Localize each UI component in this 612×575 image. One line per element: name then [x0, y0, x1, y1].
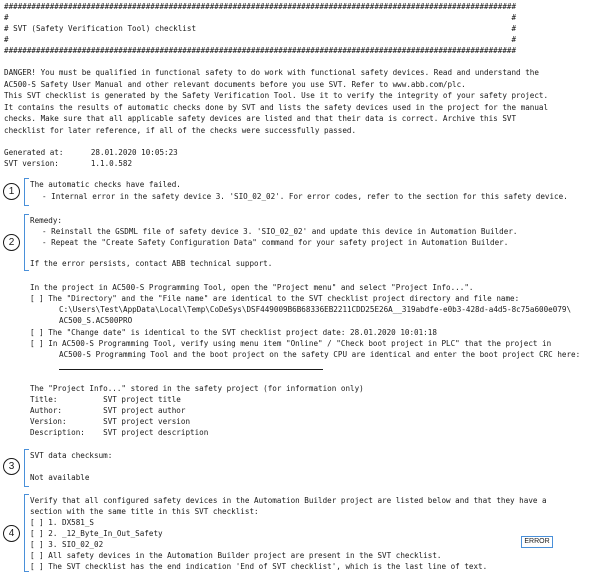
checklist-item: [ ] The "Directory" and the "File name" are identical to the SVT checklist project directory and file name:	[30, 294, 520, 303]
project-path: C:\Users\Test\AppData\Local\Temp\CoDeSys\DSF449009B6B68336EB2211CDD25E26A__319abdfe-e0b3-428d-a4d5-8c75a600e079\	[59, 305, 572, 314]
intro-text: This SVT checklist is generated by the Safety Verification Tool. Use it to verify the integrity of your safety project.	[4, 91, 549, 100]
header-hash-line: ################################################################################################################	[4, 46, 517, 55]
device-item: [ ] 2. _12_Byte_In_Out_Safety	[30, 529, 163, 538]
checksum-label: SVT data checksum:	[30, 451, 113, 460]
project-author: Author: SVT project author	[30, 406, 186, 415]
remedy-step: - Repeat the "Create Safety Configuration Data" command for your safety project in Automation Builder.	[42, 238, 509, 247]
device-item: [ ] 3. SIO_02_02	[30, 540, 104, 549]
callout-bracket	[24, 214, 29, 271]
callout-bracket	[24, 449, 29, 487]
intro-text: It contains the results of automatic checks done by SVT and lists the safety devices used in the project for the manual	[4, 103, 549, 112]
project-info-stored: The "Project Info..." stored in the safety project (for information only)	[30, 384, 364, 393]
header-hash-side: # #	[4, 13, 517, 22]
callout-bracket	[24, 178, 29, 206]
generated-at: Generated at: 28.01.2020 10:05:23	[4, 148, 178, 157]
error-badge: ERROR	[521, 536, 553, 548]
project-info-intro: In the project in AC500-S Programming Tool, open the "Project menu" and select "Project Info...".	[30, 283, 474, 292]
remedy-title: Remedy:	[30, 216, 63, 225]
project-description: Description: SVT project description	[30, 428, 209, 437]
svt-version: SVT version: 1.1.0.582	[4, 159, 133, 168]
page-title: # SVT (Safety Verification Tool) checklist #	[4, 24, 517, 33]
project-version: Version: SVT project version	[30, 417, 191, 426]
header-hash-line: ################################################################################################################	[4, 2, 517, 11]
auto-checks-status: The automatic checks have failed.	[30, 180, 181, 189]
intro-text: checks. Make sure that all applicable safety devices are listed and that their data is correct. Archive this SVT	[4, 114, 517, 123]
header-hash-side: # #	[4, 35, 517, 44]
project-title: Title: SVT project title	[30, 395, 181, 404]
devices-intro: Verify that all configured safety devices in the Automation Builder project are listed below and that they have a	[30, 496, 547, 505]
auto-checks-error: - Internal error in the safety device 3. 'SIO_02_02'. For error codes, refer to the section for this safety device.	[42, 192, 568, 201]
checklist-item: [ ] In AC500-S Programming Tool, verify using menu item "Online" / "Check boot project in PLC" that the project in	[30, 339, 552, 348]
project-file: AC500_S.AC500PRO	[59, 316, 133, 325]
remedy-support: If the error persists, contact ABB technical support.	[30, 259, 273, 268]
checklist-item: [ ] The "Change date" is identical to the SVT checklist project date: 28.01.2020 10:01:18	[30, 328, 437, 337]
callout-2: 2	[3, 234, 20, 251]
callout-3: 3	[3, 458, 20, 475]
checklist-item: [ ] The SVT checklist has the end indication 'End of SVT checklist', which is the last line of text.	[30, 562, 488, 571]
intro-text: checklist for later reference, if all of the checks were successfully passed.	[4, 126, 357, 135]
checklist-item: [ ] All safety devices in the Automation Builder project are present in the SVT checklist.	[30, 551, 442, 560]
devices-intro: section with the same title in this SVT checklist:	[30, 507, 259, 516]
device-item: [ ] 1. DX581_S	[30, 518, 95, 527]
checklist-item-cont: AC500-S Programming Tool and the boot project on the safety CPU are identical and enter the boot project CRC here:	[59, 350, 581, 359]
callout-bracket	[24, 494, 29, 572]
danger-text: AC500-S Safety User Manual and other relevant documents before you use SVT. Refer to www.abb.com/plc.	[4, 80, 466, 89]
danger-text: DANGER! You must be qualified in functional safety to do work with functional safety devices. Read and understand the	[4, 68, 539, 77]
checksum-value: Not available	[30, 473, 90, 482]
callout-4: 4	[3, 525, 20, 542]
callout-1: 1	[3, 183, 20, 200]
crc-entry-line	[59, 369, 323, 370]
remedy-step: - Reinstall the GSDML file of safety device 3. 'SIO_02_02' and update this device in Automation Builder.	[42, 227, 518, 236]
